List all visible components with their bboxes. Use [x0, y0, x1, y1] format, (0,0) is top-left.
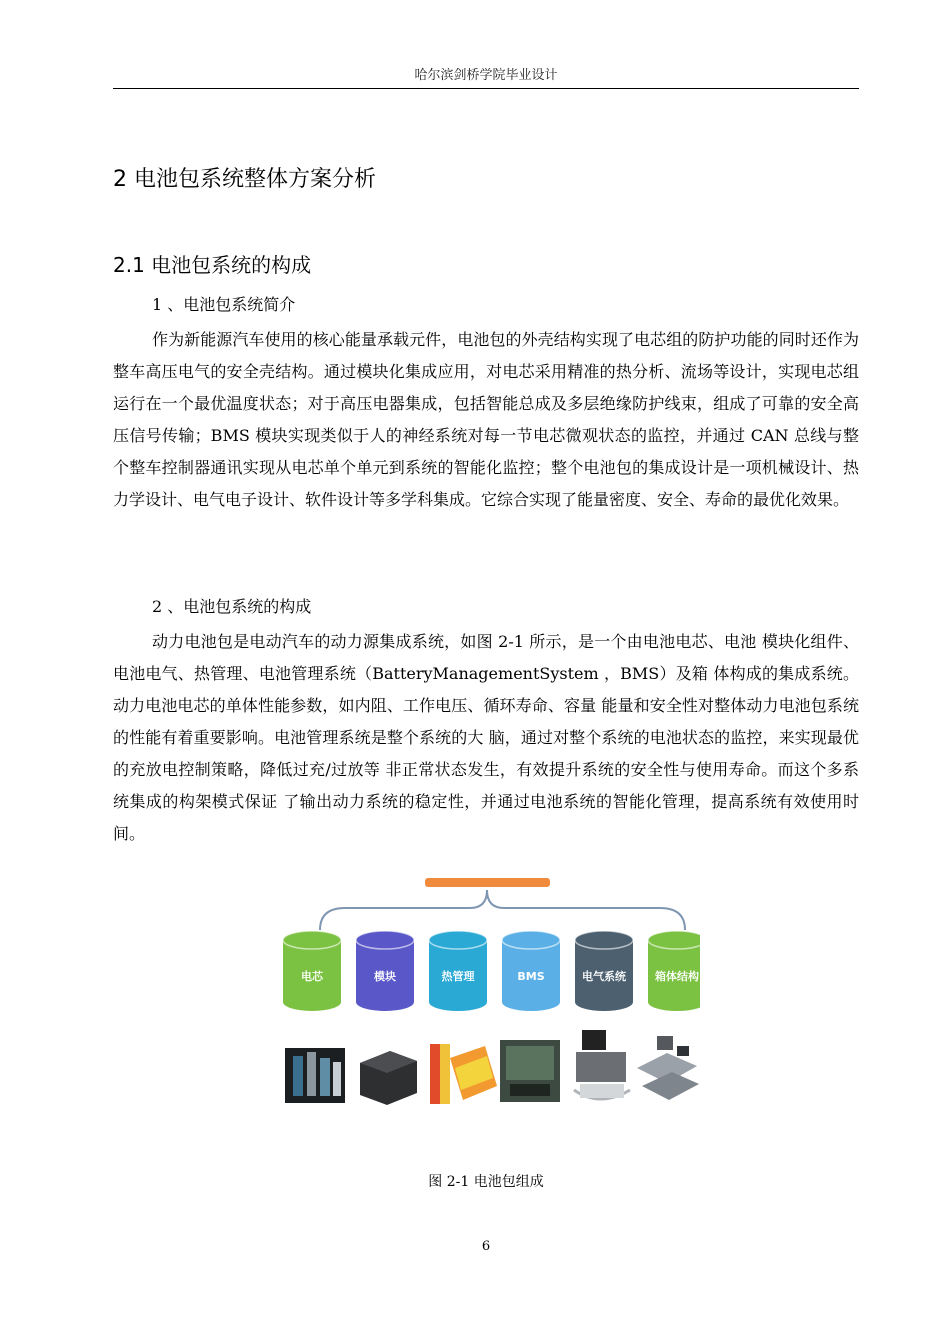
paragraph-1: 作为新能源汽车使用的核心能量承载元件，电池包的外壳结构实现了电芯组的防护功能的同时还作为整车高压电气的安全壳结构。通过模块化集成应用，对电芯采用精准的热分析、流场等设计，实现电芯组运行在一个最优温度状态；对于高压电器集成，包括智能总成及多层绝缘防护线束，组成了可靠的安全高压信号传输；BMS 模块实现类似于人的神经系统对每一节电芯微观状态的监控，并通过 CAN 总线与整个整车控制器通讯实现从电芯单个单元到系统的智能化监控；整个电池包的集成设计是一项机械设计、热力学设计、电气电子设计、软件设计等多学科集成。它综合实现了能量密度、安全、寿命的最优化效果。 [113, 330, 859, 509]
component-label: BMS [517, 970, 545, 983]
paragraph-2: 动力电池包是电动汽车的动力源集成系统，如图 2-1 所示，是一个由电池电芯、电池 模块化组件、电池电气、热管理、电池管理系统（BatteryManagementSystem ，BMS）及箱 体构成的集成系统。动力电池电芯的单体性能参数，如内阻、工作电压、循环寿命、容量 能量和安全性对整体动力电池包系统的性能有着重要影响。电池管理系统是整个系统的大 脑，通过对整个系统的电池状态的监控，来实现最优的充放电控制策略，降低过充/过放等 非正常状态发生，有效提升系统的安全性与使用寿命。而这个多系统集成的构架模式保证 了输出动力系统的稳定性，并通过电池系统的智能化管理，提高系统有效使用时间。 [113, 632, 859, 843]
figure-top-bar [425, 878, 550, 887]
page-number: 6 [481, 1239, 491, 1254]
component-cylinder [575, 931, 633, 1011]
figure-caption: 图 2-1 电池包组成 [428, 1174, 544, 1190]
component-cylinder [502, 931, 560, 1011]
module-photo [360, 1051, 417, 1105]
electrical-photo [574, 1030, 630, 1099]
component-label: 模块 [374, 970, 396, 983]
component-cylinder [356, 931, 414, 1011]
page-header: 哈尔滨剑桥学院毕业设计 [414, 68, 558, 83]
cell-photo [285, 1048, 345, 1103]
thermal-photo [430, 1044, 497, 1104]
component-label: 热管理 [441, 970, 475, 983]
component-cylinder [283, 931, 341, 1011]
figure-brace [320, 890, 685, 930]
subsection-heading-2: 2 、电池包系统的构成 [152, 597, 312, 616]
component-label: 电气系统 [582, 970, 626, 983]
header-rule [113, 88, 859, 89]
component-cylinder [648, 931, 700, 1011]
component-label: 箱体结构 [655, 970, 699, 983]
enclosure-photo [637, 1036, 699, 1100]
bms-photo [500, 1040, 560, 1102]
chapter-title: 2 电池包系统整体方案分析 [113, 167, 376, 192]
section-title: 2.1 电池包系统的构成 [113, 253, 312, 277]
component-cylinder [429, 931, 487, 1011]
battery-pack-figure [275, 878, 700, 1106]
component-label: 电芯 [301, 970, 323, 983]
subsection-heading-1: 1 、电池包系统简介 [152, 295, 296, 314]
